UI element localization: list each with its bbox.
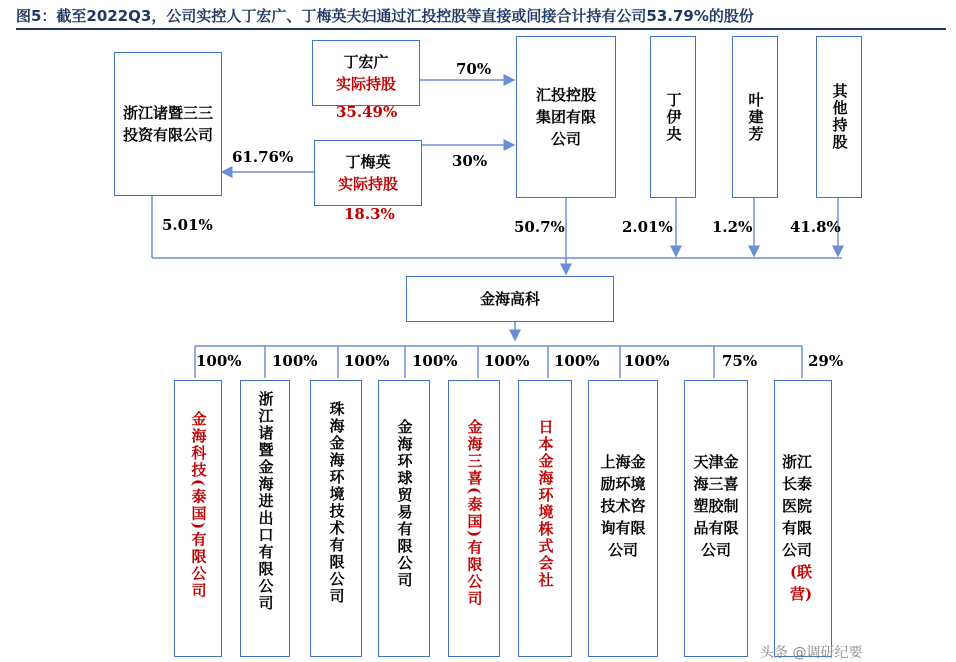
subsidiary-name-6: 日本金海环境株式会社 <box>536 419 555 589</box>
subsidiary-box-9 <box>774 380 832 657</box>
others-label: 其他持股 <box>830 83 849 151</box>
subsidiary-box-2 <box>240 380 290 657</box>
ding-hongguang-box <box>312 40 420 106</box>
edge-label-my-huitou: 30% <box>452 152 488 170</box>
subsidiary-box-1 <box>174 380 222 657</box>
subsidiary-box-3 <box>310 380 362 657</box>
subsidiary-name-4: 金海环球贸易有限公司 <box>395 419 414 589</box>
sub-pct-4: 100% <box>412 352 458 370</box>
jinhai-gaoke-label: 金海高科 <box>479 290 540 308</box>
ding-meiying-note: 实际持股 <box>337 175 398 193</box>
zhuji-sansan-box <box>114 52 222 196</box>
ding-yiyang-label: 丁伊央 <box>664 91 683 143</box>
others-box <box>816 36 862 198</box>
sub-pct-9: 29% <box>808 352 844 370</box>
sub-pct-5: 100% <box>484 352 530 370</box>
edge-label-hg-huitou: 70% <box>456 60 492 78</box>
subsidiary-name-5: 金海三喜(泰国)有限公司 <box>465 419 484 608</box>
huitou-label: 汇投控股集团有限公司 <box>535 86 596 148</box>
ding-meiying-name: 丁梅英 <box>345 153 391 171</box>
ding-yiyang-box <box>650 36 696 198</box>
watermark-footer: 头条 @调研纪要 <box>760 645 863 661</box>
subsidiary-note-9: (联营) <box>789 563 813 603</box>
sub-pct-8: 75% <box>722 352 758 370</box>
edge-label-ye: 1.2% <box>712 218 753 236</box>
subsidiary-box-7 <box>588 380 658 657</box>
huitou-box <box>516 36 616 198</box>
edge-label-yiyang: 2.01% <box>622 218 673 236</box>
subsidiary-name-9: 浙江长泰医院有限公司 <box>781 453 812 559</box>
ding-meiying-box <box>314 140 422 206</box>
subsidiary-box-4 <box>378 380 430 657</box>
edge-label-huitou: 50.7% <box>514 218 565 236</box>
subsidiary-box-8 <box>684 380 748 657</box>
edge-label-my-zhuji: 61.76% <box>232 148 294 166</box>
zhuji-sansan-label: 浙江诸暨三三投资有限公司 <box>123 104 214 144</box>
figure-title: 图5：截至2022Q3，公司实控人丁宏广、丁梅英夫妇通过汇投控股等直接或间接合计持有公司53.79%的股份 <box>16 4 946 30</box>
sub-pct-7: 100% <box>624 352 670 370</box>
edge-label-zhuji: 5.01% <box>162 216 213 234</box>
subsidiary-box-6 <box>518 380 572 657</box>
ding-hongguang-note: 实际持股 <box>335 75 396 93</box>
subsidiary-box-5 <box>448 380 500 657</box>
sub-pct-2: 100% <box>272 352 318 370</box>
subsidiary-name-8: 天津金海三喜塑胶制品有限公司 <box>693 453 739 559</box>
subsidiary-name-3: 珠海金海环境技术有限公司 <box>327 401 346 605</box>
edge-label-others: 41.8% <box>790 218 841 236</box>
ding-hongguang-pct: 35.49% <box>336 103 398 121</box>
subsidiary-name-7: 上海金励环境技术咨询有限公司 <box>600 453 646 559</box>
sub-pct-1: 100% <box>196 352 242 370</box>
ye-jianfang-label: 叶建芳 <box>746 91 765 143</box>
ding-hongguang-name: 丁宏广 <box>343 53 389 71</box>
subsidiary-name-1: 金海科技(泰国)有限公司 <box>189 411 208 600</box>
ye-jianfang-box <box>732 36 778 198</box>
jinhai-gaoke-box <box>406 276 614 322</box>
subsidiary-name-2: 浙江诸暨金海进出口有限公司 <box>256 391 275 612</box>
sub-pct-6: 100% <box>554 352 600 370</box>
ding-meiying-pct: 18.3% <box>344 205 395 223</box>
sub-pct-3: 100% <box>344 352 390 370</box>
